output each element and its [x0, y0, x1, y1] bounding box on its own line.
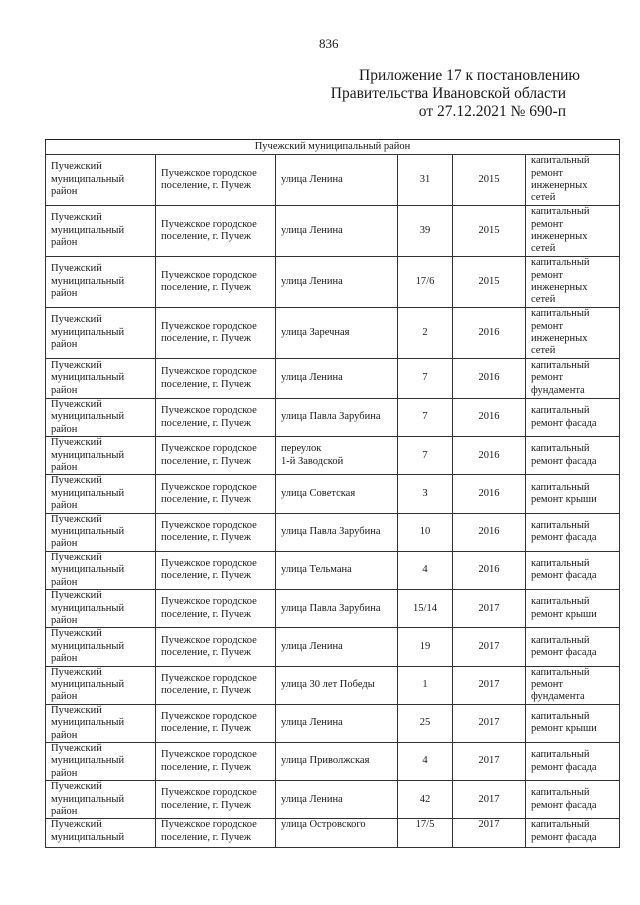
work-type-cell-line: ремонт фасада	[531, 570, 597, 582]
street-cell	[276, 308, 398, 359]
appendix-line-3: от 27.12.2021 № 690-п	[418, 103, 566, 120]
table-row	[46, 513, 620, 551]
district-cell-line: Пучежский	[51, 666, 102, 678]
settlement-cell: Пучежское городское поселение, г. Пучеж	[156, 819, 276, 848]
settlement-cell: Пучежское городское поселение, г. Пучеж	[156, 308, 276, 359]
work-type-cell	[526, 742, 620, 780]
table-row	[46, 819, 620, 848]
street-cell-line: улица Советская	[281, 487, 356, 499]
district-cell-line: район	[51, 653, 78, 665]
work-type-cell-line: ремонт фасада	[531, 417, 597, 429]
district-cell-line: муниципальный	[51, 793, 125, 805]
district-cell-line: Пучежский	[51, 263, 102, 275]
house-number-cell: 39	[398, 206, 453, 257]
district-cell-line: муниципальный	[51, 173, 125, 185]
house-number-cell: 2	[398, 308, 453, 359]
district-cell-line: муниципальный	[51, 717, 125, 729]
district-cell	[46, 155, 156, 206]
work-type-cell	[526, 437, 620, 475]
house-number-cell: 42	[398, 781, 453, 819]
work-type-cell-line: капитальный	[531, 710, 590, 722]
district-cell-line: муниципальный	[51, 678, 125, 690]
page-number: 836	[319, 36, 339, 51]
settlement-cell: Пучежское городское поселение, г. Пучеж	[156, 666, 276, 704]
work-type-cell-line: ремонт	[531, 372, 564, 384]
district-cell-line: район	[51, 500, 78, 512]
district-cell-line: муниципальный	[51, 640, 125, 652]
house-number-cell: 4	[398, 551, 453, 589]
year-cell: 2017	[453, 628, 526, 666]
settlement-cell: Пучежское городское поселение, г. Пучеж	[156, 742, 276, 780]
table-row	[46, 742, 620, 780]
district-cell	[46, 475, 156, 513]
year-cell: 2017	[453, 742, 526, 780]
year-cell: 2016	[453, 399, 526, 437]
street-cell-line: улица Павла Зарубина	[281, 411, 381, 423]
work-type-cell	[526, 590, 620, 628]
street-cell	[276, 475, 398, 513]
district-cell	[46, 819, 156, 848]
settlement-cell: Пучежское городское поселение, г. Пучеж	[156, 257, 276, 308]
year-cell: 2015	[453, 257, 526, 308]
work-type-cell-line: капитальный	[531, 308, 590, 320]
work-type-cell	[526, 206, 620, 257]
street-cell-line: улица Тельмана	[281, 564, 352, 576]
district-cell-line: муниципальный	[51, 372, 125, 384]
district-cell	[46, 359, 156, 399]
house-number-cell: 7	[398, 359, 453, 399]
year-cell: 2017	[453, 666, 526, 704]
work-type-cell-line: сетей	[531, 294, 556, 306]
work-type-cell-line: ремонт фасада	[531, 831, 597, 843]
street-cell-line: переулок	[281, 443, 322, 455]
work-type-cell-line: капитальный	[531, 443, 590, 455]
district-cell-line: Пучежский	[51, 475, 102, 487]
house-number-cell: 17/6	[398, 257, 453, 308]
district-cell	[46, 704, 156, 742]
district-cell	[46, 590, 156, 628]
district-cell-line: Пучежский	[51, 399, 102, 410]
district-cell	[46, 551, 156, 589]
table-row	[46, 704, 620, 742]
district-cell-line: муниципальный	[51, 411, 125, 423]
district-cell	[46, 257, 156, 308]
district-cell	[46, 206, 156, 257]
district-cell-line: район	[51, 806, 78, 817]
section-header-row	[46, 140, 620, 155]
work-type-cell-line: капитальный	[531, 519, 590, 531]
district-cell-line: Пучежский	[51, 161, 102, 173]
street-cell	[276, 206, 398, 257]
house-number-cell: 31	[398, 155, 453, 206]
district-cell-line: Пучежский	[51, 628, 102, 640]
settlement-cell: Пучежское городское поселение, г. Пучеж	[156, 551, 276, 589]
work-type-cell-line: капитальный	[531, 359, 590, 371]
district-cell-line: Пучежский	[51, 359, 102, 371]
street-cell-line: улица Ленина	[281, 640, 343, 652]
work-type-cell-line: ремонт крыши	[531, 608, 597, 620]
work-type-cell-line: инженерных	[531, 180, 588, 191]
house-number-cell: 10	[398, 513, 453, 551]
work-type-cell	[526, 704, 620, 742]
year-cell: 2016	[453, 359, 526, 399]
settlement-cell: Пучежское городское поселение, г. Пучеж	[156, 590, 276, 628]
work-type-cell-line: капитальный	[531, 666, 590, 678]
street-cell-line: улица Ленина	[281, 224, 343, 236]
work-type-cell-line: капитальный	[531, 257, 590, 269]
district-cell	[46, 628, 156, 666]
district-cell	[46, 399, 156, 437]
district-cell-line: муниципальный	[51, 487, 125, 499]
table-row	[46, 359, 620, 399]
settlement-cell: Пучежское городское поселение, г. Пучеж	[156, 359, 276, 399]
district-cell	[46, 742, 156, 780]
district-cell	[46, 666, 156, 704]
work-type-cell-line: капитальный	[531, 749, 590, 761]
district-cell-line: муниципальный	[51, 602, 125, 614]
district-cell-line: район	[51, 614, 78, 626]
settlement-cell: Пучежское городское поселение, г. Пучеж	[156, 437, 276, 475]
work-type-cell-line: ремонт фасада	[531, 646, 597, 658]
street-cell	[276, 551, 398, 589]
district-cell	[46, 437, 156, 475]
work-type-cell-line: ремонт крыши	[531, 494, 597, 506]
work-type-cell-line: ремонт	[531, 167, 564, 179]
work-type-cell	[526, 513, 620, 551]
work-type-cell-line: фундамента	[531, 691, 585, 703]
settlement-cell: Пучежское городское поселение, г. Пучеж	[156, 399, 276, 437]
work-type-cell	[526, 781, 620, 819]
district-cell-line: район	[51, 462, 78, 474]
street-cell-line: улица Павла Зарубина	[281, 602, 381, 614]
year-cell: 2016	[453, 308, 526, 359]
district-cell-line: Пучежский	[51, 704, 102, 716]
work-type-cell	[526, 819, 620, 848]
settlement-cell: Пучежское городское поселение, г. Пучеж	[156, 206, 276, 257]
street-cell-line: улица Приволжская	[281, 755, 370, 767]
work-type-cell	[526, 257, 620, 308]
work-type-cell	[526, 359, 620, 399]
street-cell-line: улица Ленина	[281, 275, 343, 287]
district-cell	[46, 513, 156, 551]
year-cell: 2016	[453, 437, 526, 475]
work-type-cell-line: ремонт крыши	[531, 723, 597, 735]
year-cell: 2017	[453, 819, 526, 848]
appendix-line-2: Правительства Ивановской области	[330, 85, 566, 102]
district-cell-line: муниципальный	[51, 326, 125, 338]
street-cell	[276, 742, 398, 780]
district-cell-line: Пучежский	[51, 513, 102, 525]
district-cell-line: район	[51, 767, 78, 779]
work-type-cell-line: инженерных	[531, 282, 588, 293]
street-cell	[276, 704, 398, 742]
work-type-cell	[526, 666, 620, 704]
district-cell-line: район	[51, 691, 78, 703]
district-cell-line: район	[51, 423, 78, 435]
year-cell: 2016	[453, 513, 526, 551]
district-cell-line: район	[51, 186, 78, 198]
settlement-cell: Пучежское городское поселение, г. Пучеж	[156, 781, 276, 819]
work-type-cell-line: ремонт фасада	[531, 799, 597, 811]
work-type-cell-line: ремонт	[531, 320, 564, 332]
district-cell-line: Пучежский	[51, 819, 102, 831]
work-type-cell-line: инженерных	[531, 231, 588, 242]
table-row	[46, 257, 620, 308]
table-row	[46, 628, 620, 666]
work-type-cell	[526, 475, 620, 513]
district-cell-line: муниципальный	[51, 755, 125, 767]
work-type-cell-line: ремонт фасада	[531, 532, 597, 544]
year-cell: 2015	[453, 155, 526, 206]
house-number-cell: 7	[398, 437, 453, 475]
work-type-cell-line: капитальный	[531, 155, 590, 167]
work-type-cell-line: ремонт фасада	[531, 761, 597, 773]
district-cell	[46, 308, 156, 359]
district-cell-line: муниципальный	[51, 526, 125, 538]
work-type-cell-line: капитальный	[531, 206, 590, 218]
table-row	[46, 475, 620, 513]
street-cell	[276, 359, 398, 399]
house-number-cell: 19	[398, 628, 453, 666]
year-cell: 2017	[453, 781, 526, 819]
street-cell	[276, 437, 398, 475]
house-number-cell: 4	[398, 742, 453, 780]
work-type-cell-line: капитальный	[531, 481, 590, 493]
work-type-cell	[526, 308, 620, 359]
work-type-cell-line: инженерных	[531, 333, 588, 344]
district-cell-line: район	[51, 384, 78, 396]
house-number-cell: 1	[398, 666, 453, 704]
house-number-cell: 25	[398, 704, 453, 742]
district-cell-line: муниципальный	[51, 224, 125, 236]
work-type-cell-line: сетей	[531, 243, 556, 255]
street-cell	[276, 513, 398, 551]
street-cell	[276, 628, 398, 666]
work-type-cell-line: ремонт	[531, 678, 564, 690]
district-cell-line: муниципальный	[51, 564, 125, 576]
repair-schedule-table	[45, 139, 620, 848]
district-cell-line: район	[51, 538, 78, 550]
street-cell-line: улица 30 лет Победы	[281, 678, 375, 690]
street-cell-line: улица Ленина	[281, 372, 343, 384]
table-row	[46, 781, 620, 819]
settlement-cell: Пучежское городское поселение, г. Пучеж	[156, 704, 276, 742]
street-cell	[276, 399, 398, 437]
table-row	[46, 437, 620, 475]
settlement-cell: Пучежское городское поселение, г. Пучеж	[156, 628, 276, 666]
street-cell-line: улица Павла Зарубина	[281, 526, 381, 538]
year-cell: 2016	[453, 475, 526, 513]
work-type-cell-line: сетей	[531, 192, 556, 204]
work-type-cell	[526, 399, 620, 437]
table-row	[46, 551, 620, 589]
work-type-cell-line: капитальный	[531, 558, 590, 570]
work-type-cell	[526, 155, 620, 206]
district-cell-line: Пучежский	[51, 437, 102, 449]
street-cell	[276, 155, 398, 206]
street-cell	[276, 666, 398, 704]
district-cell-line: муниципальный	[51, 275, 125, 287]
street-cell	[276, 590, 398, 628]
settlement-cell: Пучежское городское поселение, г. Пучеж	[156, 475, 276, 513]
work-type-cell-line: сетей	[531, 345, 556, 357]
settlement-cell: Пучежское городское поселение, г. Пучеж	[156, 513, 276, 551]
street-cell-line: улица Ленина	[281, 173, 343, 185]
work-type-cell	[526, 551, 620, 589]
district-cell	[46, 781, 156, 819]
table-row	[46, 666, 620, 704]
district-cell-line: район	[51, 237, 78, 249]
work-type-cell-line: капитальный	[531, 634, 590, 646]
street-cell	[276, 257, 398, 308]
house-number-cell: 3	[398, 475, 453, 513]
work-type-cell-line: капитальный	[531, 787, 590, 799]
settlement-cell: Пучежское городское поселение, г. Пучеж	[156, 155, 276, 206]
street-cell-line: улица Ленина	[281, 717, 343, 729]
table-row	[46, 308, 620, 359]
appendix-line-1: Приложение 17 к постановлению	[359, 67, 580, 84]
year-cell: 2017	[453, 704, 526, 742]
work-type-cell-line: капитальный	[531, 405, 590, 417]
district-cell-line: Пучежский	[51, 590, 102, 602]
district-cell-line: Пучежский	[51, 551, 102, 563]
work-type-cell	[526, 628, 620, 666]
district-cell-line: район	[51, 729, 78, 741]
work-type-cell-line: капитальный	[531, 596, 590, 608]
table-row	[46, 155, 620, 206]
year-cell: 2016	[453, 551, 526, 589]
district-cell-line: муниципальный	[51, 449, 125, 461]
district-cell-line: район	[51, 339, 78, 351]
street-cell-line: улица Островского	[281, 819, 366, 831]
district-cell-line: Пучежский	[51, 314, 102, 326]
work-type-cell-line: ремонт	[531, 218, 564, 230]
house-number-cell: 17/5	[398, 819, 453, 848]
work-type-cell-line: капитальный	[531, 819, 590, 831]
street-cell-line: 1-й Заводской	[281, 455, 344, 467]
district-cell-line: Пучежский	[51, 212, 102, 224]
table-row	[46, 590, 620, 628]
house-number-cell: 15/14	[398, 590, 453, 628]
appendix-header	[331, 67, 580, 121]
work-type-cell-line: ремонт фасада	[531, 455, 597, 467]
street-cell	[276, 819, 398, 848]
district-cell-line: Пучежский	[51, 742, 102, 754]
house-number-cell: 7	[398, 399, 453, 437]
year-cell: 2015	[453, 206, 526, 257]
district-cell-line: район	[51, 576, 78, 588]
section-title: Пучежский муниципальный район	[46, 140, 620, 155]
district-cell-line: Пучежский	[51, 781, 102, 793]
work-type-cell-line: ремонт	[531, 269, 564, 281]
district-cell-line: район	[51, 288, 78, 300]
street-cell	[276, 781, 398, 819]
street-cell-line: улица Заречная	[281, 326, 350, 338]
district-cell-line: муниципальный	[51, 831, 125, 843]
street-cell-line: улица Ленина	[281, 793, 343, 805]
year-cell: 2017	[453, 590, 526, 628]
table-row	[46, 206, 620, 257]
work-type-cell-line: фундамента	[531, 384, 585, 396]
table-row	[46, 399, 620, 437]
